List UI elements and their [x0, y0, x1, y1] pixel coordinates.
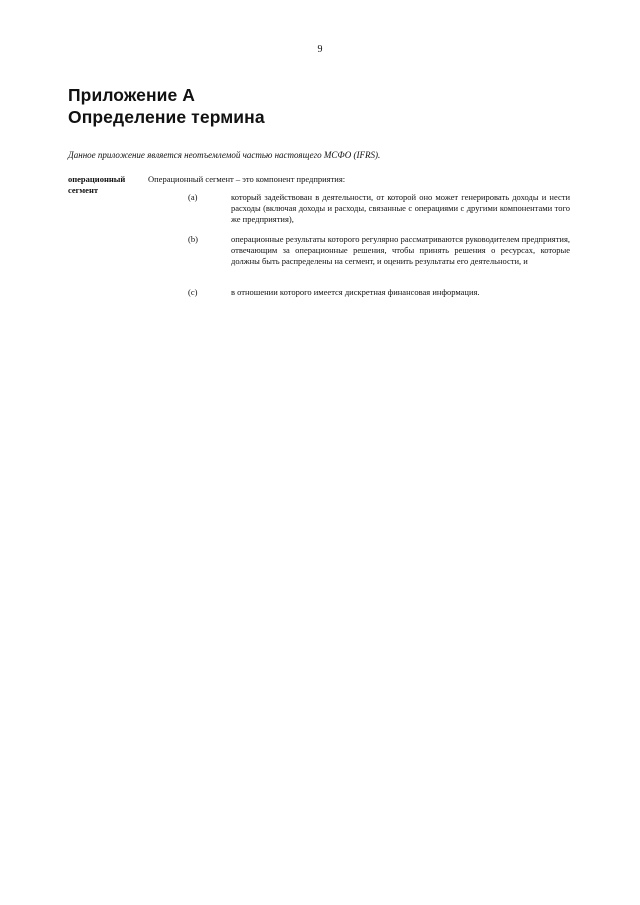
defined-term	[68, 174, 146, 196]
item-text: в отношении которого имеется дискретная финансовая информация.	[231, 287, 480, 297]
item-text: операционные результаты которого регулярно рассматриваются руководителем предприятия, отвечающим за операционные решения, чтобы принять решения о ресурсах, которые должны быть распределены на сегмент, и оценить результаты его деятельности, и	[231, 234, 570, 266]
term-line-1: операционный	[68, 174, 126, 184]
page-number: 9	[317, 44, 323, 55]
item-marker: (c)	[188, 287, 198, 297]
appendix-title: Приложение А	[68, 85, 196, 105]
term-line-2: сегмент	[68, 185, 99, 195]
item-marker: (a)	[188, 192, 198, 202]
page-title	[68, 84, 265, 128]
definition-lead: Операционный сегмент – это компонент предприятия:	[148, 174, 346, 184]
intro-text: Данное приложение является неотъемлемой частью настоящего МСФО (IFRS).	[68, 150, 381, 160]
item-text: который задействован в деятельности, от которой оно может генерировать доходы и нести расходы (включая доходы и расходы, связанные с операциями с другими компонентами того же предприятия),	[231, 192, 570, 224]
appendix-subtitle: Определение термина	[68, 107, 265, 127]
item-marker: (b)	[188, 234, 198, 244]
